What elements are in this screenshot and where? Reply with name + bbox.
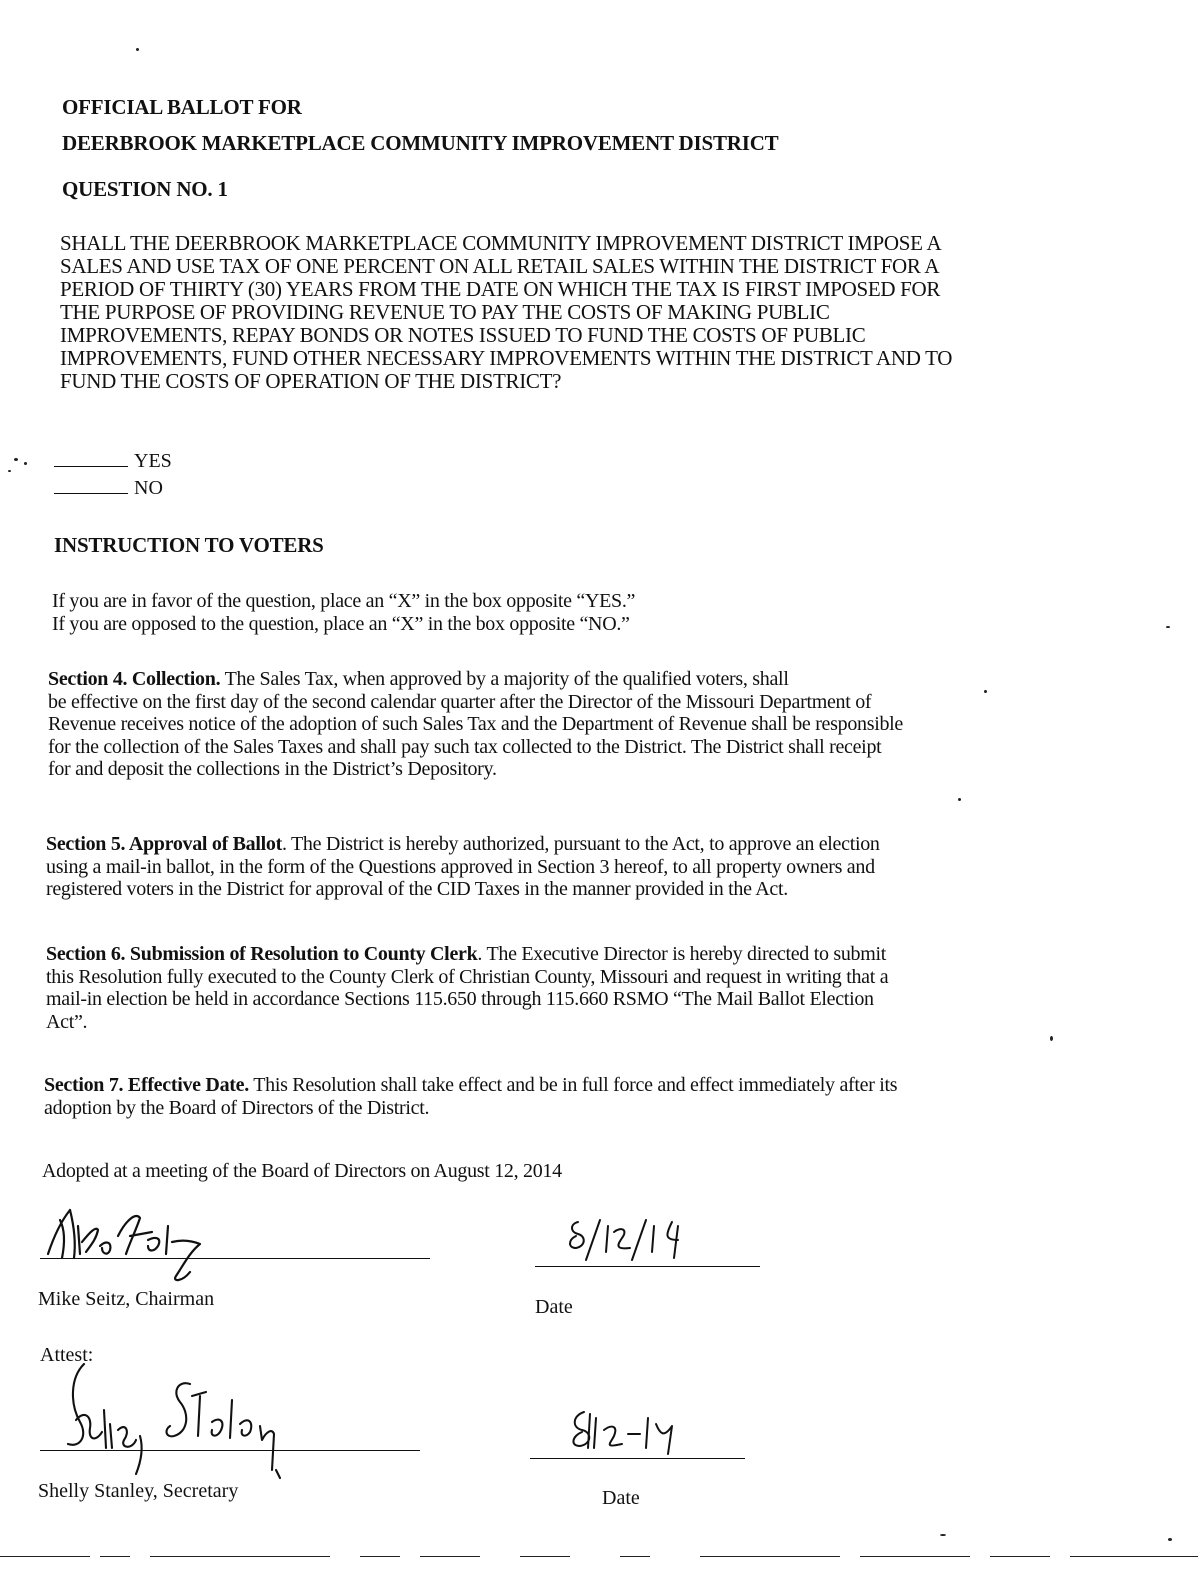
- chairman-name: Mike Seitz, Chairman: [38, 1288, 215, 1310]
- section-6-heading: Section 6. Submission of Resolution to County Clerk: [46, 943, 478, 965]
- secretary-signature-line: [40, 1450, 420, 1451]
- ballot-title-line1: OFFICIAL BALLOT FOR: [62, 95, 302, 119]
- scan-edge: [990, 1556, 1050, 1557]
- scan-speck: [14, 458, 18, 461]
- scan-edge: [360, 1556, 400, 1557]
- section-4-line: The Sales Tax, when approved by a majority of the qualified voters, shall: [220, 668, 789, 690]
- question-line: IMPROVEMENTS, REPAY BONDS OR NOTES ISSUED TO FUND THE COSTS OF PUBLIC: [60, 323, 866, 347]
- scan-edge: [620, 1556, 650, 1557]
- scan-edge: [150, 1556, 330, 1557]
- question-text: [60, 232, 952, 393]
- section-4-line: for and deposit the collections in the District’s Depository.: [48, 758, 497, 780]
- question-line: FUND THE COSTS OF OPERATION OF THE DISTRICT?: [60, 369, 562, 393]
- section-6: [46, 943, 888, 1033]
- date-label-secretary: Date: [602, 1487, 640, 1509]
- question-line: SALES AND USE TAX OF ONE PERCENT ON ALL RETAIL SALES WITHIN THE DISTRICT FOR A: [60, 254, 940, 278]
- section-5: [46, 833, 880, 901]
- scan-speck: [1168, 1538, 1172, 1541]
- vote-option-no[interactable]: [54, 475, 163, 502]
- chairman-signature-line: [40, 1258, 430, 1259]
- secretary-name: Shelly Stanley, Secretary: [38, 1480, 239, 1502]
- section-7-line: This Resolution shall take effect and be in full force and effect immediately after its: [248, 1074, 898, 1096]
- scan-edge: [100, 1556, 130, 1557]
- section-7: [44, 1074, 897, 1119]
- yes-blank[interactable]: [54, 450, 128, 467]
- scan-edge: [420, 1556, 480, 1557]
- scan-speck: [24, 462, 27, 465]
- question-heading: QUESTION NO. 1: [62, 177, 228, 201]
- instruction-line-yes: If you are in favor of the question, place an “X” in the box opposite “YES.”: [52, 590, 636, 612]
- scan-edge: [0, 1556, 90, 1557]
- instruction-line-no: If you are opposed to the question, place an “X” in the box opposite “NO.”: [52, 612, 630, 635]
- chairman-date-handwritten: [560, 1212, 700, 1272]
- scan-edge: [520, 1556, 570, 1557]
- no-label: NO: [134, 477, 163, 499]
- section-6-line: . The Executive Director is hereby directed to submit: [477, 943, 887, 965]
- section-5-heading: Section 5. Approval of Ballot: [46, 833, 282, 855]
- adopted-statement: Adopted at a meeting of the Board of Directors on August 12, 2014: [42, 1160, 562, 1182]
- section-6-line: Act”.: [46, 1010, 88, 1033]
- chairman-date-line: [535, 1266, 760, 1267]
- section-4-line: for the collection of the Sales Taxes and shall pay such tax collected to the District. The District shall receipt: [48, 735, 882, 758]
- ballot-title-line2: DEERBROOK MARKETPLACE COMMUNITY IMPROVEMENT DISTRICT: [62, 131, 779, 155]
- section-5-line: using a mail-in ballot, in the form of the Questions approved in Section 3 hereof, to all property owners and: [46, 855, 875, 878]
- section-4-line: be effective on the first day of the second calendar quarter after the Director of the Missouri Department of: [48, 690, 872, 713]
- secretary-date-line: [530, 1458, 745, 1459]
- question-line: THE PURPOSE OF PROVIDING REVENUE TO PAY THE COSTS OF MAKING PUBLIC: [60, 300, 830, 324]
- question-line: SHALL THE DEERBROOK MARKETPLACE COMMUNITY IMPROVEMENT DISTRICT IMPOSE A: [60, 231, 942, 255]
- scan-edge: [700, 1556, 840, 1557]
- attest-label: Attest:: [40, 1344, 94, 1366]
- scan-edge: [1070, 1556, 1198, 1557]
- no-blank[interactable]: [54, 477, 128, 494]
- section-4-heading: Section 4. Collection.: [48, 668, 221, 690]
- scan-speck: [1050, 1036, 1053, 1041]
- section-5-line: registered voters in the District for approval of the CID Taxes in the manner provided in the Act.: [46, 878, 788, 900]
- section-4: [48, 668, 903, 781]
- section-5-line: . The District is hereby authorized, pursuant to the Act, to approve an election: [281, 833, 880, 855]
- scan-speck: [136, 48, 139, 51]
- scan-speck: [8, 470, 11, 472]
- section-6-line: mail-in election be held in accordance Sections 115.650 through 115.660 RSMO “The Mail Ballot Election: [46, 988, 874, 1010]
- date-label-chairman: Date: [535, 1296, 573, 1318]
- chairman-signature-image: [40, 1196, 240, 1286]
- scan-speck: [984, 690, 987, 693]
- secretary-signature-image: [40, 1360, 320, 1480]
- section-6-line: this Resolution fully executed to the County Clerk of Christian County, Missouri and request in writing that a: [46, 965, 889, 988]
- section-7-line: adoption by the Board of Directors of the District.: [44, 1096, 430, 1119]
- yes-label: YES: [134, 450, 172, 472]
- instructions-text: [52, 590, 635, 635]
- question-line: IMPROVEMENTS, FUND OTHER NECESSARY IMPROVEMENTS WITHIN THE DISTRICT AND TO: [60, 346, 953, 370]
- scan-speck: [958, 798, 961, 801]
- vote-option-yes[interactable]: [54, 448, 172, 475]
- scan-speck: [1166, 626, 1170, 628]
- instructions-heading: INSTRUCTION TO VOTERS: [54, 533, 324, 557]
- secretary-date-handwritten: [560, 1404, 710, 1464]
- question-line: PERIOD OF THIRTY (30) YEARS FROM THE DATE ON WHICH THE TAX IS FIRST IMPOSED FOR: [60, 277, 941, 301]
- section-4-line: Revenue receives notice of the adoption of such Sales Tax and the Department of Revenue shall be responsible: [48, 713, 903, 735]
- scan-speck: [940, 1534, 946, 1536]
- scan-edge: [860, 1556, 970, 1557]
- section-7-heading: Section 7. Effective Date.: [44, 1074, 249, 1096]
